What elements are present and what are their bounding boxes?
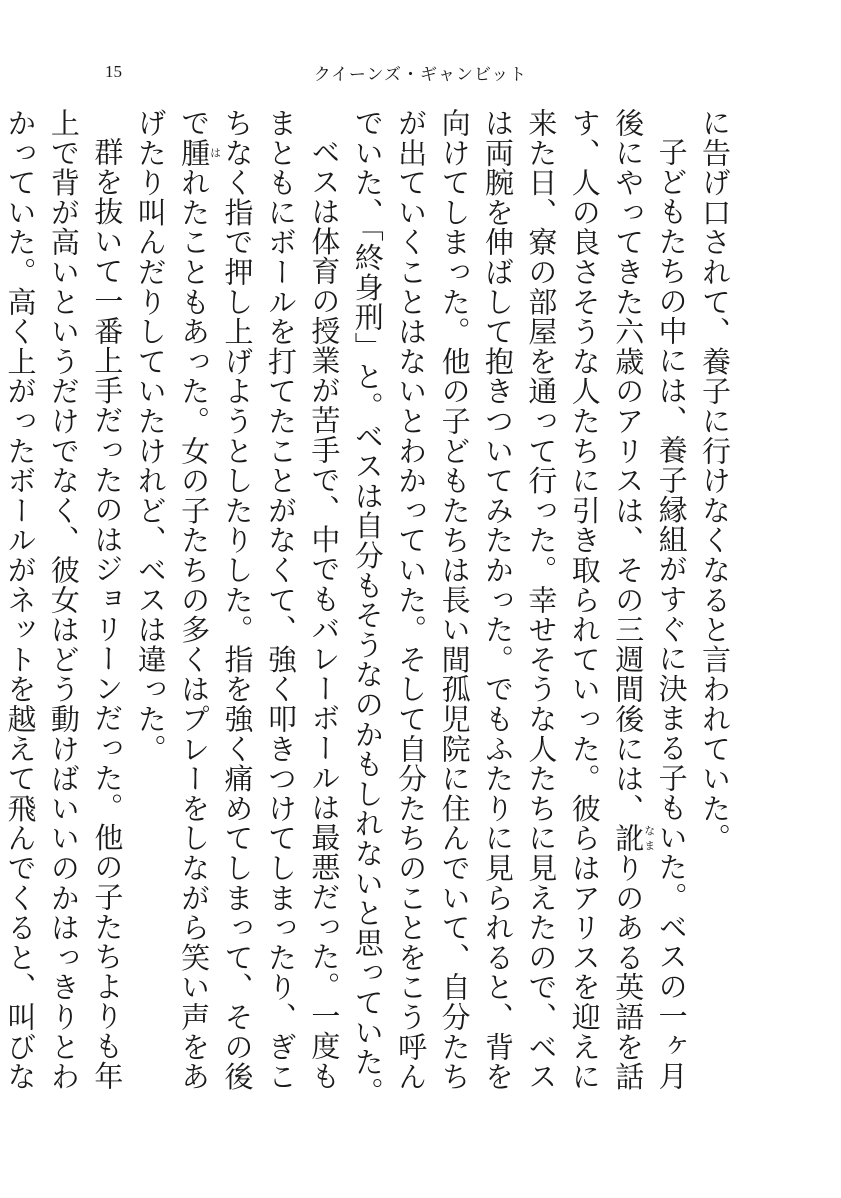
paragraph-3-part-a: ベスは体育の授業が苦手で、中でもバレーボールは最悪だった。一度もまともにボールを打てたことがなくて、強く叩きつけてしまったり、ぎこちなく指で押し上げようとしたりした。指を強く痛めてしまって、その後で — [177, 108, 342, 1092]
paragraph-2 — [345, 108, 692, 1108]
page-number: 15 — [105, 62, 122, 81]
body-text — [3, 108, 736, 1108]
ruby-annotation: 腫は — [177, 137, 222, 168]
paragraph-3 — [128, 108, 345, 1108]
paragraph-3-part-b: れたこともあった。女の子たちの多くはプレーをしながら笑い声をあげたり叫んだりしていたけれど、ベスは違った。 — [133, 108, 212, 1092]
paragraph-2-part-b: りのある英語を話す、人の良さそうな人たちに引き取られていった。彼らはアリスを迎えに来た日、寮の部屋を通って行った。幸せそうな人たちに見えたので、ベスは両腕を伸ばして抱きついてみたかった。でもふたりに見られると、背を向けてしまった。他の子どもたちは長い間孤児院に住んでいて、自分たちが出ていくことはないとわかっていた。そして自分たちのことをこう呼んでいた、「終身刑」と。ベスは自分もそうなのかもしれないと思っていた。 — [350, 108, 646, 1107]
paragraph-4: 群を抜いて一番上手だったのはジョリーンだった。他の子たちよりも年上で背が高いというだけでなく、彼女はどう動けばいいのかはっきりとわかっていた。高く上がったボールがネットを越えて飛んでくると、叫びな — [3, 108, 125, 1092]
ruby-annotation: 訛なま — [611, 823, 656, 854]
paragraph-1: に告げ口されて、養子に行けなくなると言われていた。 — [698, 108, 732, 853]
running-title: クイーンズ・ギャンビット — [313, 65, 528, 85]
paragraph-2-part-a: 子どもたちの中には、養子縁組がすぐに決まる子もいた。ベスの一ヶ月後にやってきた六歳のアリスは、その三週間後には、 — [611, 108, 689, 1091]
